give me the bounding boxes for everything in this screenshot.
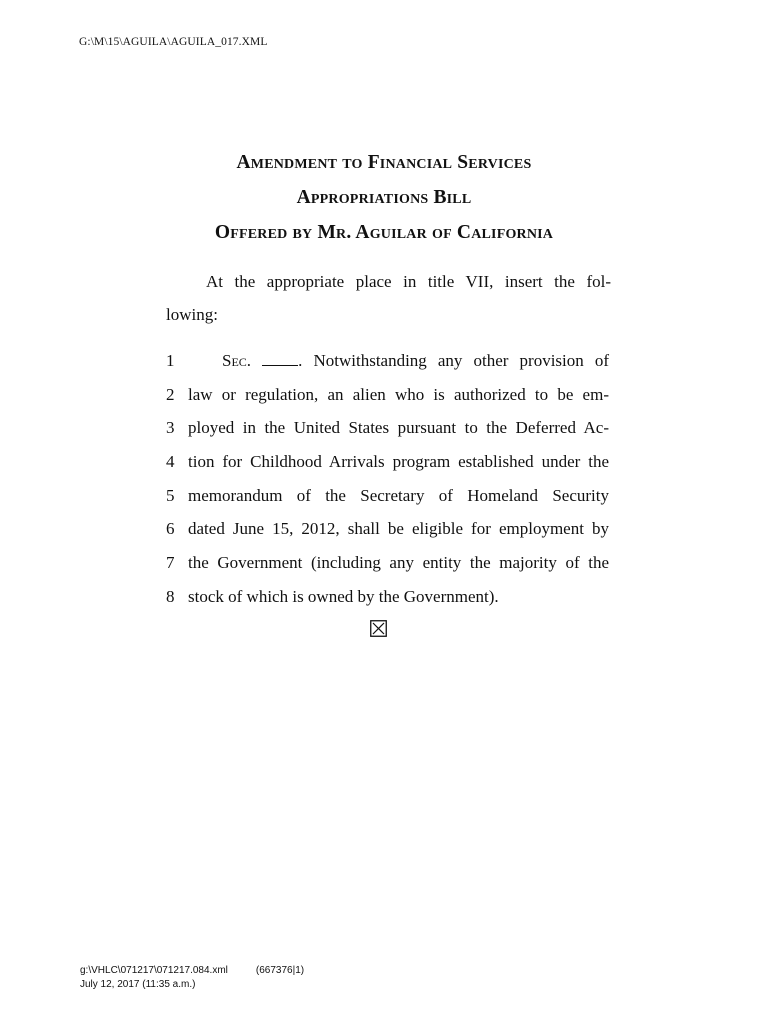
line-text: stock of which is owned by the Government). bbox=[188, 586, 499, 606]
footer-date: July 12, 2017 (11:35 a.m.) bbox=[80, 979, 196, 990]
section-label: Sec. bbox=[222, 351, 252, 370]
line-text: the Government (including any entity the majority of the bbox=[188, 553, 609, 573]
section-number-blank bbox=[262, 353, 298, 366]
line-number: 5 bbox=[166, 485, 175, 505]
file-path-header: G:\M\15\AGUILA\AGUILA_017.XML bbox=[79, 36, 268, 48]
line-text: ployed in the United States pursuant to the Deferred Ac- bbox=[188, 418, 609, 438]
line-number: 1 bbox=[166, 351, 175, 370]
title-line-2: Appropriations Bill bbox=[296, 187, 472, 208]
line-number: 6 bbox=[166, 519, 175, 539]
intro-line-1: At the appropriate place in title VII, insert the fol- bbox=[206, 272, 611, 291]
boxed-x-icon bbox=[370, 620, 387, 637]
line-number: 3 bbox=[166, 418, 175, 438]
numbered-line bbox=[164, 546, 614, 580]
footer bbox=[80, 964, 304, 992]
footer-doc-code: (667376|1) bbox=[255, 965, 305, 976]
line-number: 2 bbox=[166, 384, 175, 404]
intro-line-2: lowing: bbox=[166, 305, 218, 324]
line-number: 8 bbox=[166, 586, 175, 606]
numbered-line bbox=[164, 445, 614, 479]
line-number: 4 bbox=[166, 452, 175, 472]
title-line-3: Offered by Mr. Aguilar of California bbox=[214, 222, 554, 243]
numbered-line bbox=[164, 479, 614, 513]
line-number: 7 bbox=[166, 553, 175, 573]
title-line-1: Amendment to Financial Services bbox=[236, 152, 532, 173]
line-text: tion for Childhood Arrivals program established under the bbox=[188, 452, 609, 472]
footer-row-1 bbox=[80, 964, 304, 978]
footer-file-path: g:\VHLC\071217\071217.084.xml bbox=[80, 965, 228, 976]
intro-paragraph bbox=[166, 265, 611, 331]
section-text bbox=[164, 344, 614, 614]
line-text: dated June 15, 2012, shall be eligible for employment by bbox=[188, 519, 609, 539]
numbered-line bbox=[164, 580, 614, 614]
numbered-line bbox=[164, 378, 614, 412]
numbered-line bbox=[164, 512, 614, 546]
numbered-line bbox=[164, 411, 614, 445]
line-text: memorandum of the Secretary of Homeland Security bbox=[188, 485, 609, 505]
numbered-line bbox=[164, 344, 614, 378]
line-text: law or regulation, an alien who is authorized to be em- bbox=[188, 384, 609, 404]
line-text bbox=[222, 344, 609, 378]
line-text-rest: . Notwithstanding any other provision of bbox=[298, 351, 609, 370]
